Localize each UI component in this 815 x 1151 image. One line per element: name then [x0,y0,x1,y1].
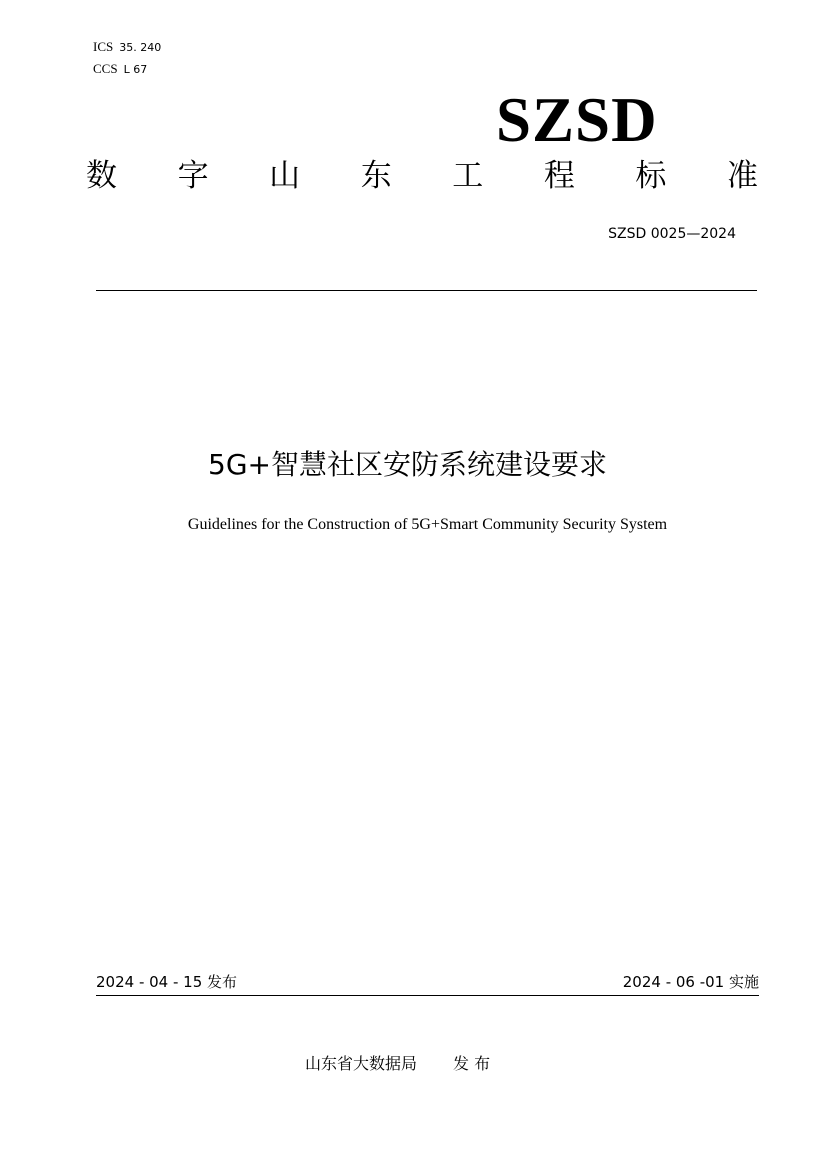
issue-date: 2024 - 04 - 15 发布 [96,973,238,991]
standard-number: SZSD 0025—2024 [608,226,736,242]
ccs-classification [93,62,147,77]
standard-type-char: 数 [86,158,117,194]
ics-value: 35. 240 [119,41,162,54]
ics-label: ICS [93,39,114,54]
publisher-line [305,1053,490,1075]
standard-type-char: 字 [177,158,209,194]
standard-type-char: 东 [360,158,392,194]
header-divider [96,290,757,291]
publisher-org: 山东省大数据局 [305,1054,418,1073]
standard-type-char: 准 [726,158,758,194]
implementation-date: 2024 - 06 -01 实施 [622,973,759,991]
document-title-english: Guidelines for the Construction of 5G+Smart Community Security System [187,516,668,533]
ics-classification [93,40,161,55]
standard-type-heading [86,156,758,196]
publisher-verb: 发 布 [453,1054,491,1073]
standard-type-char: 山 [269,158,301,194]
date-divider [96,995,759,996]
szsd-logo: SZSD [496,85,658,155]
ccs-value: L 67 [123,63,148,76]
standard-type-char: 标 [635,158,667,194]
standard-type-char: 工 [452,158,484,194]
ccs-label: CCS [93,61,118,76]
document-title-chinese: 5G+智慧社区安防系统建设要求 [208,448,607,481]
standard-type-char: 程 [543,158,575,194]
